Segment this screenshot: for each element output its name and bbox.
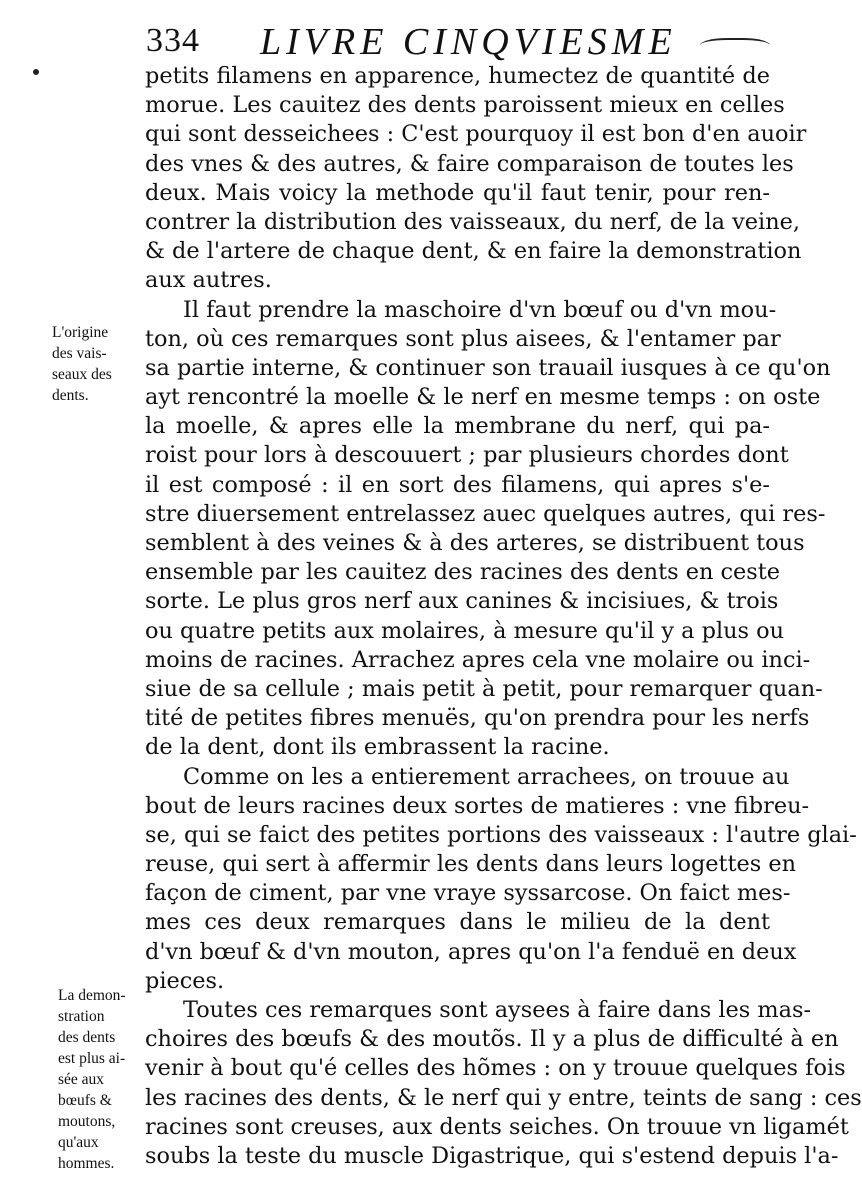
margin-note-line: moutons, <box>58 1113 116 1130</box>
margin-note-line: bœufs & <box>58 1092 112 1109</box>
text-line: moins de racines. Arrachez apres cela vne molaire ou inci- <box>145 646 811 673</box>
text-line: qui sont desseichees : C'est pourquoy il est bon d'en auoir <box>145 121 807 148</box>
margin-note-line: hommes. <box>58 1155 115 1172</box>
text-line: roist pour lors à descouuert ; par plusieurs chordes dont <box>145 442 789 469</box>
text-line: la moelle, & apres elle la membrane du nerf, qui pa- <box>145 413 770 440</box>
paragraph-start: Comme on les a entierement arrachees, on trouue au <box>183 763 790 790</box>
text-line: il est composé : il en sort des filamens, qui apres s'e- <box>145 471 770 498</box>
text-line: soubs la teste du muscle Digastrique, qui s'estend depuis l'a- <box>145 1142 839 1169</box>
running-title: LIVRE CINQVIESME <box>260 21 677 63</box>
text-line: contrer la distribution des vaisseaux, du nerf, de la veine, <box>145 208 800 235</box>
text-line: de la dent, dont ils embrassent la racine. <box>145 734 610 761</box>
text-line: des vnes & des autres, & faire comparaison de toutes les <box>145 150 794 177</box>
text-line: bout de leurs racines deux sortes de matieres : vne fibreu- <box>145 792 810 819</box>
text-line: & de l'artere de chaque dent, & en faire la demonstration <box>145 238 802 265</box>
text-line: semblent à des veines & à des arteres, se distribuent tous <box>145 530 805 556</box>
margin-note-line: dents. <box>52 387 89 404</box>
margin-note-line: La demon- <box>58 987 126 1004</box>
margin-note-line: sée aux <box>58 1071 105 1088</box>
text-line: ou quatre petits aux molaires, à mesure qu'il y a plus ou <box>145 617 785 644</box>
margin-note-line: des dents <box>58 1029 116 1046</box>
text-line: venir à bout qu'é celles des hõmes : on y trouue quelques fois <box>145 1055 846 1082</box>
text-line: petits filamens en apparence, humectez de quantité de <box>145 63 770 89</box>
margin-note-line: stration <box>58 1008 105 1025</box>
text-line: morue. Les cauitez des dents paroissent mieux en celles <box>145 92 785 119</box>
main-text <box>145 62 862 1171</box>
page-number: 334 <box>146 22 200 59</box>
margin-dot <box>33 69 39 75</box>
text-line: stre diuersement entrelassez auec quelques autres, qui res- <box>145 500 826 527</box>
text-line: sa partie interne, & continuer son trauail iusques à ce qu'on <box>145 354 831 381</box>
paragraph-start: Toutes ces remarques sont aysees à faire dans les mas- <box>183 997 812 1023</box>
text-line: façon de ciment, par vne vraye syssarcose. On faict mes- <box>145 880 791 907</box>
margin-note-line: seaux des <box>52 366 112 383</box>
text-line: les racines des dents, & le nerf qui y entre, teints de sang : ces <box>145 1084 862 1111</box>
text-line: aux autres. <box>145 267 272 294</box>
text-line: mes ces deux remarques dans le milieu de la dent <box>145 909 770 936</box>
text-line: choires des bœufs & des moutõs. Il y a plus de difficulté à en <box>145 1026 839 1053</box>
text-line: ayt rencontré la moelle & le nerf en mesme temps : on oste <box>145 384 821 411</box>
text-line: sorte. Le plus gros nerf aux canines & incisiues, & trois <box>145 588 779 615</box>
margin-note-demonstration <box>58 985 150 1174</box>
text-line: ton, où ces remarques sont plus aisees, & l'entamer par <box>145 325 781 352</box>
text-line: deux. Mais voicy la methode qu'il faut tenir, pour ren- <box>145 179 770 206</box>
header-ornament <box>700 38 770 56</box>
margin-note-line: L'origine <box>52 324 109 341</box>
paragraph-start: Il faut prendre la maschoire d'vn bœuf ou d'vn mou- <box>183 296 777 323</box>
text-line: d'vn bœuf & d'vn mouton, apres qu'on l'a fenduë en deux <box>145 938 797 965</box>
text-line: racines sont creuses, aux dents seiches. On trouue vn ligamét <box>145 1113 849 1140</box>
text-line: reuse, qui sert à affermir les dents dans leurs logettes en <box>145 851 797 878</box>
page-header <box>140 18 780 64</box>
text-line: tité de petites fibres menuës, qu'on prendra pour les nerfs <box>145 705 810 732</box>
text-line: pieces. <box>145 967 225 994</box>
text-line: se, qui se faict des petites portions des vaisseaux : l'autre glai- <box>145 821 857 848</box>
margin-note-line: qu'aux <box>58 1134 99 1151</box>
margin-note-line: est plus ai- <box>58 1050 126 1067</box>
margin-note-line: des vais- <box>52 345 107 362</box>
text-line: ensemble par les cauitez des racines des dents en ceste <box>145 559 781 586</box>
text-line: siue de sa cellule ; mais petit à petit, pour remarquer quan- <box>145 675 823 702</box>
margin-note-origine <box>52 322 157 406</box>
